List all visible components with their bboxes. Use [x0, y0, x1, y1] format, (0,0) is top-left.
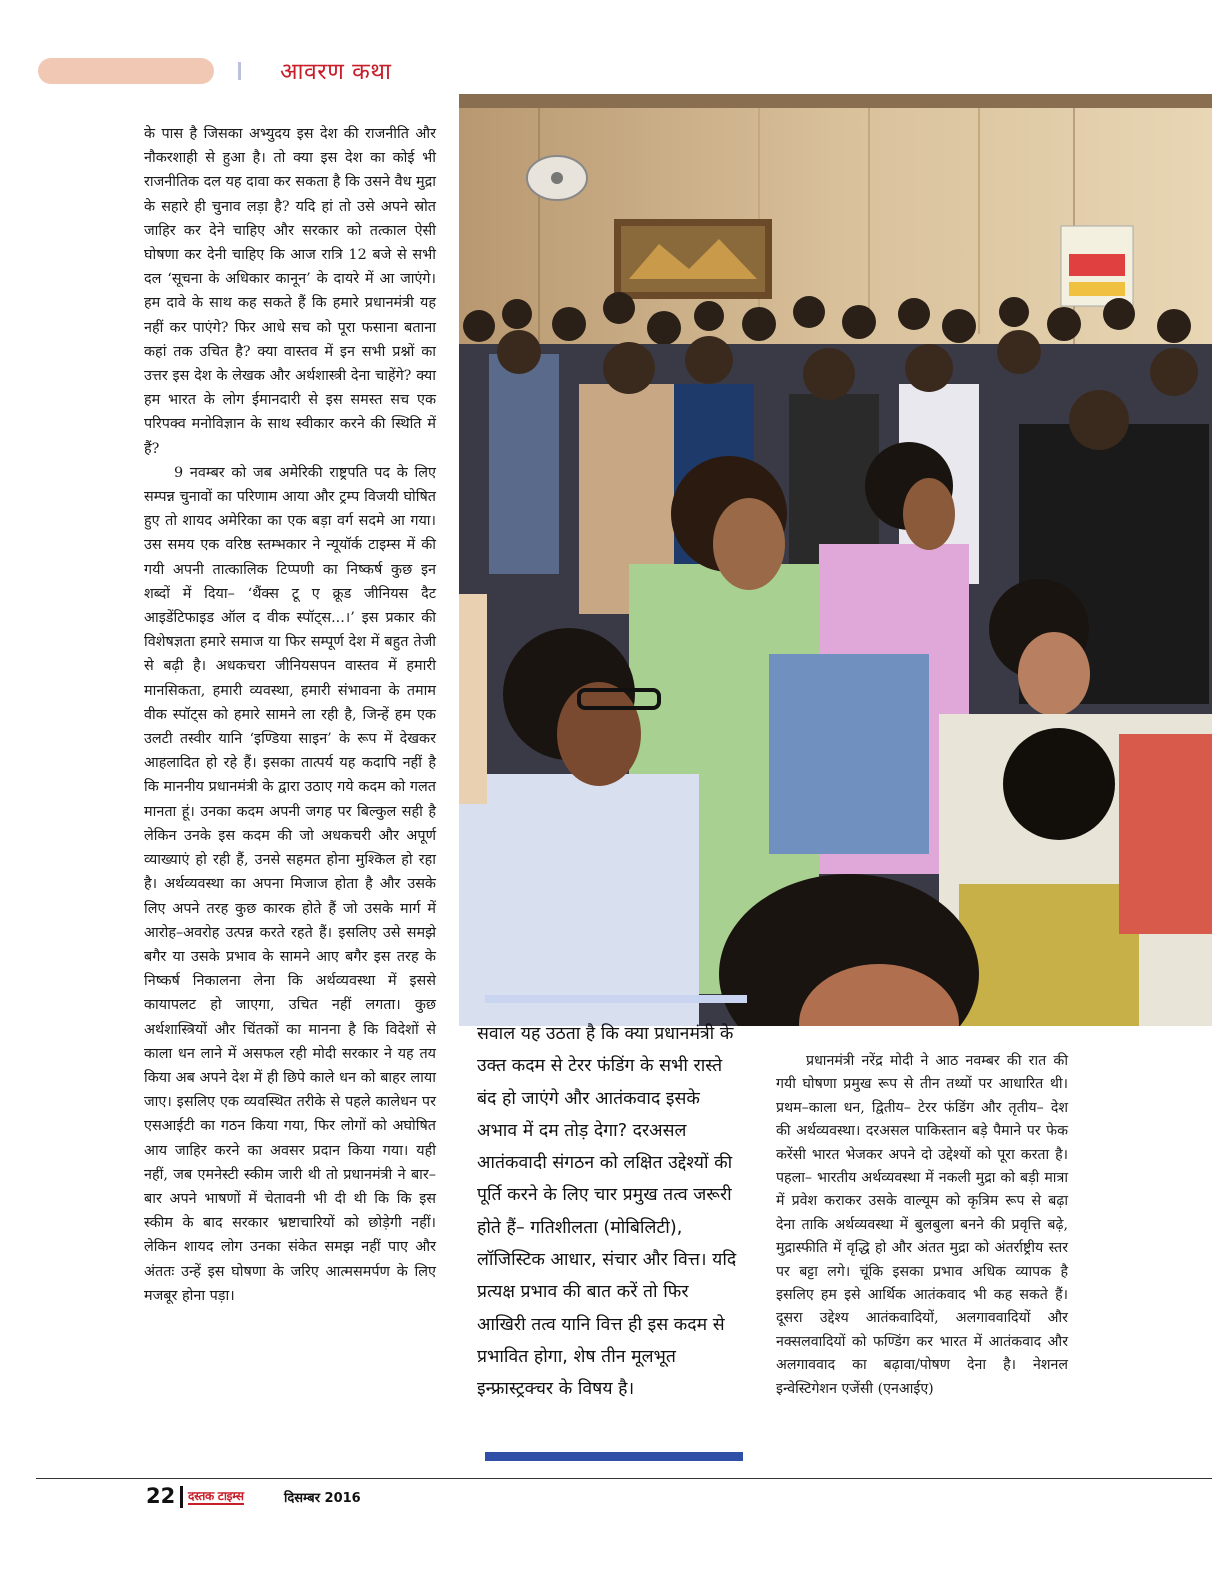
right-paragraph-1: प्रधानमंत्री नरेंद्र मोदी ने आठ नवम्बर की रात की गयी घोषणा प्रमुख रूप से तीन तथ्यों पर आधारित थी। प्रथम–काला धन, द्वितीय– टेरर फंडिंग और तृतीय– देश की अर्थव्यवस्था। दरअसल पाकिस्तान बड़े पैमाने पर फेक करेंसी भारत भेजकर अपने दो उद्देश्यों को पूरा करता है। पहला– भारतीय अर्थव्यवस्था में नकली मुद्रा को बड़ी मात्रा में प्रवेश कराकर उसके वाल्यूम को कृत्रिम रूप से बढ़ा देना ताकि अर्थव्यवस्था में बुलबुला बनने की प्रवृत्ति बढ़े, मुद्रास्फीति में वृद्धि हो और अंतत मुद्रा को अंतर्राष्ट्रीय स्तर पर बट्टा लगे। चूंकि इसका प्रभाव अधिक व्यापक है इसलिए हम इसे आर्थिक आतंकवाद भी कह सकते हैं। दूसरा उद्देश्य आतंकवादियों, अलगाववादियों और नक्सलवादियों को फण्डिंग कर भारत में आतंकवाद और अलगाववाद का बढ़ावा/पोषण देना है। नेशनल इन्वेस्टिगेशन एजेंसी (एनआईए)	[776, 1053, 1068, 1397]
right-column	[776, 1050, 1068, 1401]
left-paragraph-2: 9 नवम्बर को जब अमेरिकी राष्ट्रपति पद के लिए सम्पन्न चुनावों का परिणाम आया और ट्रम्प विजयी घोषित हुए तो शायद अमेरिका का एक बड़ा वर्ग सदमे आ गया। उस समय एक वरिष्ठ स्तम्भकार ने न्यूयॉर्क टाइम्स में की गयी अपनी तात्कालिक टिप्पणी का निष्कर्ष कुछ इन शब्दों में दिया– ‘थैंक्स टू ए क्रूड जीनियस दैट आइडेंटिफाइड ऑल द वीक स्पॉट्स...।’ इस प्रकार की विशेषज्ञता हमारे समाज या फिर सम्पूर्ण देश में बहुत तेजी से बढ़ी है। अधकचरा जीनियसपन वास्तव में हमारी मानसिकता, हमारी व्यवस्था, हमारी संभावना के तमाम वीक स्पॉट्स को हमारे सामने ला रही है, जिन्हें हम एक उलटी तस्वीर यानि ‘इण्डिया साइन’ के रूप में देखकर आहलादित हो रहे हैं। इसका तात्पर्य यह कदापि नहीं है कि माननीय प्रधानमंत्री के द्वारा उठाए गये कदम को गलत मानता हूं। उनका कदम अपनी जगह पर बिल्कुल सही है लेकिन उनके इस कदम की जो अधकचरी और अपूर्ण व्याख्याएं हो रही हैं, उनसे सहमत होना मुश्किल हो रहा है। अर्थव्यवस्था का अपना मिजाज होता है और उसके लिए अपने तरह कुछ कारक होते हैं जो उसके मार्ग में आरोह–अवरोह उत्पन्न करते रहते हैं। इसलिए उसे समझे बगैर या उसके प्रभाव के सामने आए बगैर इस तरह के निष्कर्ष निकालना लेना कि अर्थव्यवस्था में इससे कायापलट हो जाएगा, उचित नहीं लगता। कुछ अर्थशास्त्रियों और चिंतकों का मानना है कि विदेशों से काला धन लाने में असफल रही मोदी सरकार ने यह तय किया अब अपने देश में ही छिपे काले धन को बाहर लाया जाए। इसलिए एक व्यवस्थित तरीके से पहले कालेधन पर एसआईटी का गठन किया गया, फिर लोगों को अघोषित आय जाहिर करने का अवसर प्रदान किया गया। यही नहीं, जब एमनेस्टी स्कीम जारी थी तो प्रधानमंत्री ने बार–बार अपने भाषणों में चेतावनी भी दी थी कि कि इस स्कीम के बाद सरकार भ्रष्टाचारियों को छोड़ेगी नहीं। लेकिन शायद लोग उनका संकेत समझ नहीं पाए और अंततः उन्हें इस घोषणा के जरिए आत्मसमर्पण के लिए मजबूर होना पड़ा।	[144, 464, 436, 1304]
footer-divider	[180, 1486, 183, 1508]
left-column	[144, 122, 436, 1308]
pull-quote: सवाल यह उठता है कि क्या प्रधानमंत्री के उक्त कदम से टेरर फंडिंग के सभी रास्ते बंद हो जाएंगे और आतंकवाद इसके अभाव में दम तोड़ देगा? दरअसल आतंकवादी संगठन को लक्षित उद्देश्यों की पूर्ति करने के लिए चार प्रमुख तत्व जरूरी होते हैं– गतिशीलता (मोबिलिटी), लॉजिस्टिक आधार, संचार और वित्त। यदि प्रत्यक्ष प्रभाव की बात करें तो फिर आखिरी तत्व यानि वित्त ही इस कदम से प्रभावित होगा, शेष तीन मूलभूत इन्फ्रास्ट्रक्चर के विषय है।	[477, 1024, 737, 1400]
section-title: आवरण कथा	[280, 59, 392, 85]
pull-quote-bottom-bar	[485, 1452, 743, 1461]
footer-rule	[36, 1478, 1212, 1479]
pull-quote-top-bar	[485, 995, 747, 1003]
issue-date: दिसम्बर 2016	[284, 1491, 361, 1506]
header-decoration-pill	[38, 58, 214, 84]
photo-crowd-bank-queue	[459, 94, 1212, 1026]
left-paragraph-1: के पास है जिसका अभ्युदय इस देश की राजनीति और नौकरशाही से हुआ है। तो क्या इस देश का कोई भी राजनीतिक दल यह दावा कर सकता है कि उसने वैध मुद्रा के सहारे ही चुनाव लड़ा है? यदि हां तो उसे अपने स्रोत जाहिर कर देने चाहिए और सरकार को तत्काल ऐसी घोषणा कर देनी चाहिए कि आज रात्रि 12 बजे से सभी दल ‘सूचना के अधिकार कानून’ के दायरे में आ जाएंगे। हम दावे के साथ कह सकते हैं कि हमारे प्रधानमंत्री यह नहीं कर पाएंगे? फिर आधे सच को पूरा फसाना बताना कहां तक उचित है? क्या वास्तव में इन सभी प्रश्नों का उत्तर इस देश के लेखक और अर्थशास्त्री देना चाहेंगे? क्या हम भारत के लोग ईमानदारी से इस समस्त सच एक परिपक्व मनोविज्ञान के साथ स्वीकार करने की स्थिति में हैं?	[144, 126, 436, 457]
header-separator	[238, 62, 241, 80]
page-number: 22	[146, 1484, 176, 1508]
magazine-logo: दस्तक टाइम्स	[188, 1489, 244, 1503]
